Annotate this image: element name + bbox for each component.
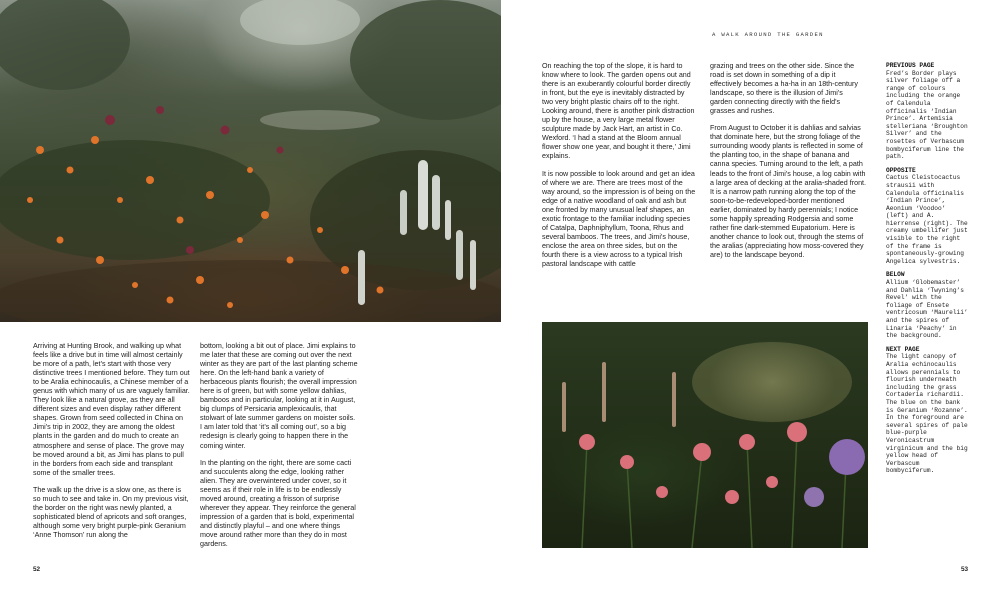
caption-heading: BELOW xyxy=(886,271,905,279)
caption-text: The light canopy of Aralia echinocaulis allows perennials to flourish underneath including the grass Cortaderia richardii. The blue on the bank is Geranium ‘Rozanne’. In the foreground are several spires of pale blue-purple Veronicastrum virginicum and the big yellow head of Verbascum bombyciferum. xyxy=(886,353,968,475)
caption-text: Cactus Cleistocactus strausii with Calendula officinalis ‘Indian Prince’, Aeonium ‘Voodoo’ (left) and A. hierrense (right). The creamy umbellifer just visible to the right of the frame is spontaneously-growing Angelica sylvestris. xyxy=(886,174,968,265)
caption-previous-page xyxy=(886,62,968,161)
body-paragraph: In the planting on the right, there are some cacti and succulents along the edge, looking rather alien. They are overwintered under cover, so it seems as if their role in life is to be endlessly moved around, creating a frisson of surprise wherever they appear. They reinforce the general impression of a garden that is bold, experimental and distinctly playful – and one where things move around rather more than they do in most gardens. xyxy=(200,458,356,548)
body-paragraph: On reaching the top of the slope, it is hard to know where to look. The garden opens out and there is an exuberantly colourful border directly in front, but the eye is inevitably distracted by two very bright plastic chairs off to the right. Looking around, there is another pink distraction up by the house, a very large metal flower sculpture made by Jack Hart, an artist in Co. Wexford. ‘I had a stand at the Bloom annual flower show one year, and bought it there,’ Jimi explains. xyxy=(542,62,695,161)
caption-opposite xyxy=(886,167,968,266)
allium-dahlia-photo xyxy=(542,322,868,548)
caption-next-page xyxy=(886,346,968,475)
caption-heading: NEXT PAGE xyxy=(886,345,920,353)
caption-heading: OPPOSITE xyxy=(886,166,916,174)
body-column-2 xyxy=(200,342,358,557)
body-paragraph: From August to October it is dahlias and salvias that dominate here, but the strong foliage of the surrounding woody plants is reflected in some of the planting too, in the shape of banana and canna species. Turning around to the left, a path leads to the front of Jimi’s house, a log cabin with a large area of decking at the aralia-shaded front. It is a narrow path running along the top of the soon-to-be-redeveloped-border mentioned earlier, dominated by hardy perennials; I notice some happily spreading Rodgersia and some rather fine dark-stemmed Eupatorium. Here is another chance to look out, through the stems of the aralias (appreciating how moss-covered they are) to the landscape beyond. xyxy=(710,124,867,259)
body-column-1 xyxy=(33,342,190,548)
body-column-3 xyxy=(542,62,697,277)
body-paragraph: It is now possible to look around and get an idea of where we are. There are trees most of the way around, so the impression is of being on the edge of a native woodland of oak and ash but one fronted by many unusual leaf shapes, an exotic frontage to the familiar including species of Catalpa, Daphniphyllum, Toona, Rhus and several bamboos. The trees, and Jimi’s house, enclose the area on three sides, but on the fourth there is a view across to a typical Irish pastoral landscape with cattle xyxy=(542,169,696,268)
caption-text: Allium ‘Globemaster’ and Dahlia ‘Twyning’s Revel’ with the foliage of Ensete ventricosum ‘Maurelii’ and the spires of Linaria ‘Peachy’ in the background. xyxy=(886,279,968,340)
body-paragraph: bottom, looking a bit out of place. Jimi explains to me later that these are coming out over the next winter as they are part of the last planting scheme here. On the left-hand bank a variety of herbaceous plants flourish; the overall impression here is of green, but with some yellow dahlias, bamboos and in particular, looking at it in August, big clumps of Persicaria amplexicaulis, that stolwart of late summer gardens on moister soils. I am later told that ‘it’s all coming out’, so a big redesign is clearly going to happen there in the coming winter. xyxy=(200,342,358,450)
caption-column xyxy=(886,62,968,481)
body-paragraph: Arriving at Hunting Brook, and walking up what feels like a drive but in time will almost certainly be more of a path, let’s start with those very distinctive trees I mentioned before. They turn out to be Aralia echinocaulis, a Chinese member of a genus with which many of us are vaguely familiar. They look like a natural grove, as they are all different sizes and even display rather different shapes. Grown from seed collected in China on Jimi’s trip in 2002, they are among the oldest plants in the garden and do much to create an atmosphere and sense of place. The grove may be moved around a bit, as Jimi has plans to pull in the borders from each side and transplant some of the smaller trees. xyxy=(33,342,190,477)
body-paragraph: The walk up the drive is a slow one, as there is so much to see and take in. On my previous visit, the border on the right was newly planted, a sophisticated blend of apricots and soft oranges, although some very bright purple-pink Geranium ‘Anne Thomson’ run along the xyxy=(33,485,189,539)
running-head: A WALK AROUND THE GARDEN xyxy=(712,31,824,38)
caption-below xyxy=(886,271,968,339)
caption-heading: PREVIOUS PAGE xyxy=(886,62,935,69)
allium-dahlia-illustration xyxy=(542,322,868,548)
page-number-left: 52 xyxy=(33,566,41,573)
caption-text: Fred’s Border plays silver foliage off a range of colours including the orange of Calendula officinalis ‘Indian Prince’. Artemisia stelleriana ‘Broughton Silver’ and the rosettes of Verbascum bombyciferum line the path. xyxy=(886,69,968,161)
garden-border-illustration xyxy=(0,0,501,322)
page-number-right: 53 xyxy=(961,566,969,573)
garden-border-photo xyxy=(0,0,501,322)
body-paragraph: grazing and trees on the other side. Since the road is set down in something of a dip it effectively becomes a ha-ha in an 18th-century landscape, so there is the illusion of Jimi’s garden connecting directly with the field’s grasses and rushes. xyxy=(710,62,858,116)
body-column-4 xyxy=(710,62,867,268)
